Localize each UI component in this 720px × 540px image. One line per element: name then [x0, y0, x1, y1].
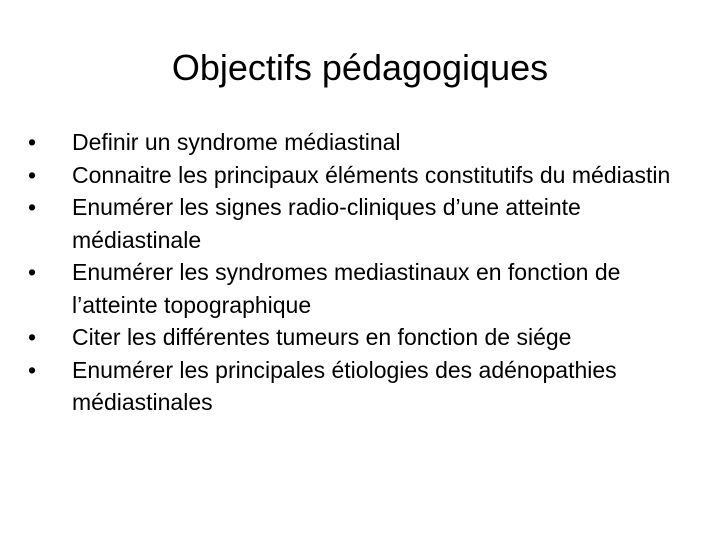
- bullet-item: [20, 159, 690, 192]
- bullet-list: [20, 126, 690, 419]
- bullet-text: Definir un syndrome médiastinal: [72, 129, 401, 155]
- bullet-icon: •: [28, 129, 37, 155]
- bullet-text: Citer les différentes tumeurs en fonction de siége: [72, 324, 572, 350]
- bullet-icon: •: [28, 324, 37, 350]
- bullet-icon: •: [28, 194, 37, 220]
- bullet-text: Enumérer les principales étiologies des adénopathies médiastinales: [72, 356, 617, 415]
- bullet-icon: •: [28, 356, 37, 383]
- bullet-item: [20, 354, 690, 419]
- bullet-text: Connaitre les principaux éléments constitutifs du médiastin: [72, 161, 671, 188]
- bullet-text: Enumérer les signes radio-cliniques d’une atteinte médiastinale: [72, 194, 581, 253]
- bullet-item: [20, 126, 690, 159]
- bullet-icon: •: [28, 259, 37, 285]
- bullet-item: [20, 256, 690, 321]
- bullet-item: [20, 191, 690, 256]
- slide-title: Objectifs pédagogiques: [171, 47, 549, 88]
- bullet-item: [20, 321, 690, 354]
- bullet-icon: •: [28, 161, 37, 188]
- bullet-text: Enumérer les syndromes mediastinaux en fonction de l’atteinte topographique: [72, 259, 621, 318]
